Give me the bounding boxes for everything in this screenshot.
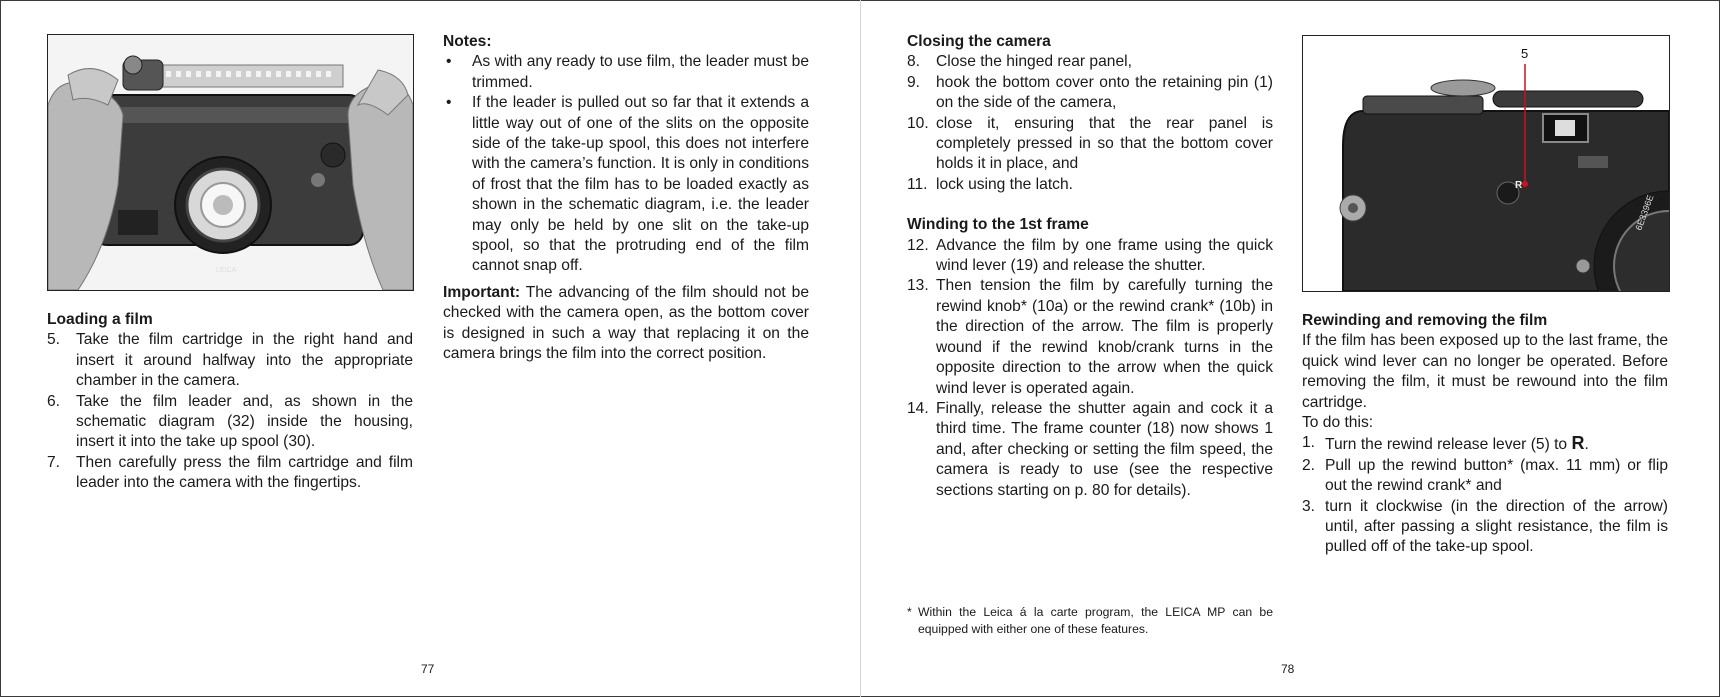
step-text: Advance the film by one frame using the quick wind lever (19) and release the shutter. (936, 236, 1273, 275)
rewinding-section (1302, 311, 1668, 558)
step-text: lock using the latch. (936, 175, 1073, 193)
closing-section (907, 32, 1273, 501)
loading-steps-list (47, 330, 413, 493)
winding-steps-list (907, 236, 1273, 501)
winding-heading: Winding to the 1st frame (907, 216, 1089, 234)
step-number: 8. (907, 53, 921, 71)
step-text: hook the bottom cover onto the retaining pin (1) on the side of the camera, (936, 73, 1273, 112)
step-text: Close the hinged rear panel, (936, 53, 1132, 71)
bullet-icon: • (446, 94, 452, 112)
step-text: Take the film leader and, as shown in the schematic diagram (32) inside the housing, insert it into the take up spool (30). (76, 392, 413, 451)
footnote-text: Within the Leica á la carte program, the LEICA MP can be equipped with either one of these features. (918, 605, 1273, 636)
step-text-end: . (1584, 436, 1589, 454)
step-number: 5. (47, 331, 61, 349)
list-item (1302, 497, 1668, 558)
list-item (907, 399, 1273, 501)
step-number: 9. (907, 73, 921, 91)
camera-hands-illustration (48, 35, 413, 290)
closing-heading: Closing the camera (907, 33, 1051, 50)
rewind-symbol: R (1571, 433, 1585, 454)
list-item (907, 73, 1273, 114)
step-text: Take the film cartridge in the right hand and insert it around halfway into the appropriate chamber in the camera. (76, 331, 413, 390)
step-number: 3. (1302, 497, 1316, 515)
list-item (907, 114, 1273, 175)
important-text: The advancing of the film should not be checked with the camera open, as the bottom cover is designed in such a way that replacing it on the camera brings the film into the correct position. (443, 283, 809, 363)
svg-text:R: R (1515, 180, 1523, 191)
notes-section (443, 32, 809, 365)
list-item (907, 52, 1273, 72)
lens-brand-label: LEICA (216, 267, 237, 274)
footnote (907, 604, 1273, 638)
list-item (443, 52, 809, 93)
notes-list (443, 52, 809, 276)
step-number: 12. (907, 236, 929, 254)
step-number: 11. (907, 175, 928, 193)
list-item (47, 330, 413, 391)
page-number-left: 77 (421, 662, 435, 676)
step-number: 7. (47, 453, 61, 471)
callout-label: 5 (1521, 46, 1529, 61)
note-text: As with any ready to use film, the leader must be trimmed. (472, 53, 809, 91)
loading-film-heading: Loading a film (47, 311, 153, 328)
lens-engraving: 6E3396E (1633, 193, 1656, 232)
step-text: Then tension the film by carefully turning the rewind knob* (10a) or the rewind crank* (10b) in the direction of the arrow. The film is properly wound if the rewind knob/crank turns in the opposite direction to the arrow when the quick wind lever is operated again. (936, 277, 1273, 397)
page-number-right: 78 (1281, 662, 1295, 676)
camera-top-illustration (1303, 36, 1669, 291)
important-paragraph (443, 283, 809, 365)
step-number: 2. (1302, 456, 1316, 474)
step-number: 6. (47, 392, 61, 410)
loading-film-photo (47, 34, 414, 291)
step-text: Finally, release the shutter again and cock it a third time. The frame counter (18) now shows 1 and, after checking or setting the film speed, the camera is ready to use (see the respective sections starting on p. 80 for details). (936, 399, 1273, 499)
note-text: If the leader is pulled out so far that it extends a little way out of one of the slits on the opposite side of the take-up spool, this does not interfere with the camera’s function. It is only in conditions of frost that the film has to be loaded exactly as shown in the schematic diagram, i.e. the leader may only be held by one slit on the take-up spool, so that the protruding end of the film cannot snap off. (472, 94, 809, 275)
step-text: Then carefully press the film cartridge and film leader into the camera with the fingertips. (76, 453, 413, 492)
list-item (907, 236, 1273, 277)
step-number: 14. (907, 399, 929, 417)
loading-film-section (47, 310, 413, 494)
list-item (907, 276, 1273, 398)
bullet-icon: • (446, 53, 452, 71)
closing-steps-list (907, 52, 1273, 195)
page-gutter (860, 0, 861, 697)
step-number: 10. (907, 114, 929, 132)
rewinding-heading: Rewinding and removing the film (1302, 312, 1548, 329)
step-number: 13. (907, 277, 929, 295)
list-item (443, 93, 809, 277)
rewinding-todo: To do this: (1302, 414, 1374, 432)
list-item (47, 392, 413, 453)
list-item (1302, 456, 1668, 497)
step-text: Pull up the rewind button* (max. 11 mm) or flip out the rewind crank* and (1325, 456, 1668, 495)
rewinding-intro: If the film has been exposed up to the last frame, the quick wind lever can no longer be operated. Before removing the film, it must be rewound into the film cartridge. (1302, 332, 1668, 411)
rewinding-steps-list (1302, 433, 1668, 557)
step-text: turn it clockwise (in the direction of the arrow) until, after passing a slight resistance, the film is pulled off of the take-up spool. (1325, 497, 1668, 556)
list-item (907, 175, 1273, 195)
important-label: Important: (443, 283, 521, 301)
list-item (47, 453, 413, 494)
step-number: 1. (1302, 434, 1316, 452)
rewind-lever-photo (1302, 35, 1670, 292)
notes-heading: Notes: (443, 33, 492, 50)
footnote-mark: * (907, 605, 912, 619)
step-text: close it, ensuring that the rear panel is completely pressed in so that the bottom cover holds it in place, and (936, 114, 1273, 173)
step-text: Turn the rewind release lever (5) to (1325, 436, 1568, 454)
list-item (1302, 433, 1668, 455)
